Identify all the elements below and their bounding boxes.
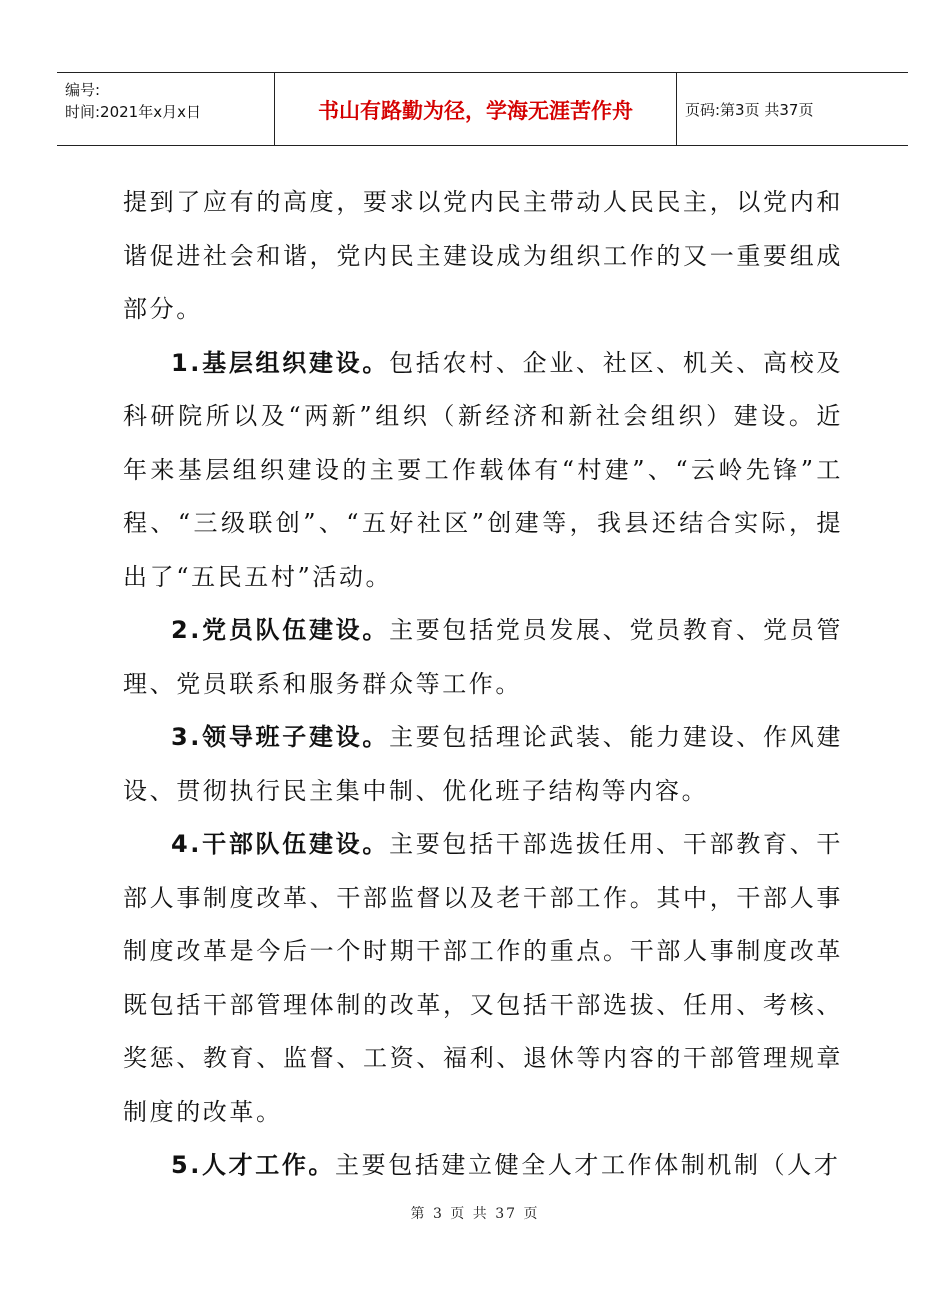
section-heading: 1.基层组织建设。 <box>171 348 390 377</box>
section-heading: 2.党员队伍建设。 <box>171 616 390 644</box>
page-header <box>57 72 908 146</box>
section-paragraph <box>123 604 843 711</box>
section-paragraph <box>123 1139 843 1193</box>
section-text: 主要包括建立健全人才工作体制机制（人才 <box>335 1151 841 1179</box>
header-page-info: 页码:第3页 共37页 <box>685 101 814 119</box>
section-heading: 3.领导班子建设。 <box>171 723 390 751</box>
section-text: 包括农村、企业、社区、机关、高校及科研院所以及“两新”组织（新经济和新社会组织）建设。近年来基层组织建设的主要工作载体有“村建”、“云岭先锋”工程、“三级联创”、“五好社区”创建等，我县还结合实际，提出了“五民五村”活动。 <box>123 348 843 591</box>
header-motto: 书山有路勤为径，学海无涯苦作舟 <box>318 98 633 123</box>
document-time-label: 时间:2021年x月x日 <box>65 103 201 121</box>
page-footer: 第 3 页 共 37 页 <box>410 1206 540 1222</box>
document-number-label: 编号: <box>65 81 101 99</box>
section-text: 主要包括党员发展、党员教育、党员管理、党员联系和服务群众等工作。 <box>123 616 843 698</box>
section-paragraph <box>123 711 843 818</box>
section-paragraph <box>123 337 843 605</box>
section-heading: 4.干部队伍建设。 <box>171 830 390 858</box>
section-heading: 5.人才工作。 <box>171 1151 336 1179</box>
document-body <box>123 176 843 1193</box>
header-divider <box>676 73 677 146</box>
intro-paragraph: 提到了应有的高度，要求以党内民主带动人民民主，以党内和谐促进社会和谐，党内民主建设成为组织工作的又一重要组成部分。 <box>123 188 843 323</box>
section-text: 主要包括干部选拔任用、干部教育、干部人事制度改革、干部监督以及老干部工作。其中，干部人事制度改革是今后一个时期干部工作的重点。干部人事制度改革既包括干部管理体制的改革，又包括干部选拔、任用、考核、奖惩、教育、监督、工资、福利、退休等内容的干部管理规章制度的改革。 <box>123 830 843 1126</box>
section-text: 主要包括理论武装、能力建设、作风建设、贯彻执行民主集中制、优化班子结构等内容。 <box>123 723 843 805</box>
header-meta <box>65 79 201 123</box>
section-paragraph <box>123 818 843 1139</box>
